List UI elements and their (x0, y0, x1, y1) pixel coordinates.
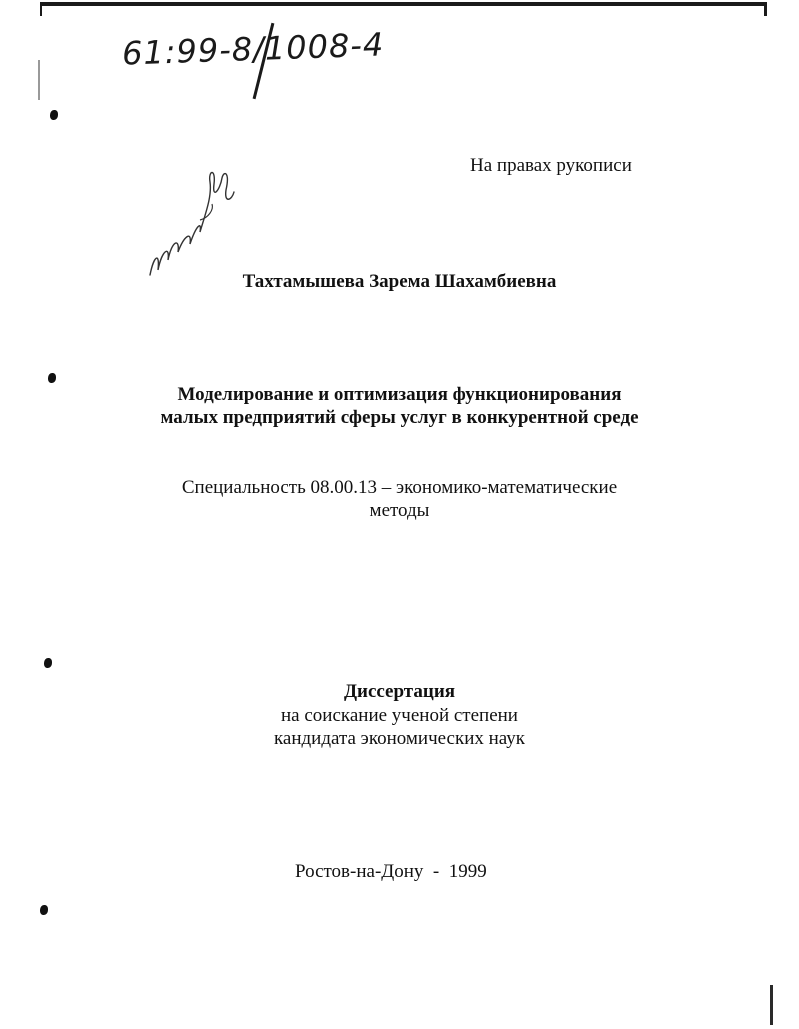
degree-line-2: кандидата экономических наук (273, 728, 526, 749)
scan-border-left (40, 2, 42, 16)
scan-edge-right (770, 985, 773, 1025)
punch-hole-mark-3 (44, 658, 52, 668)
dissertation-heading: Диссертация (343, 681, 456, 702)
scan-border-top (40, 2, 766, 6)
place-and-year: Ростов-на-Дону - 1999 (295, 861, 487, 882)
punch-hole-mark-1 (50, 110, 58, 120)
thesis-title-line-2: малых предприятий сферы услуг в конкурентной среде (160, 407, 639, 428)
thesis-title-line-1: Моделирование и оптимизация функционирования (177, 384, 622, 405)
punch-hole-mark-4 (40, 905, 48, 915)
punch-hole-mark-2 (48, 373, 56, 383)
degree-line-1: на соискание ученой степени (281, 705, 518, 726)
scan-border-right (764, 2, 767, 16)
scan-edge-left (38, 60, 40, 100)
specialty-line-1: Специальность 08.00.13 – экономико-математические (181, 477, 618, 498)
handwritten-signature (140, 160, 240, 285)
handwritten-archive-code: 61:99-8/1008-4 (121, 25, 385, 73)
rights-notice: На правах рукописи (470, 155, 632, 176)
specialty-line-2: методы (369, 500, 430, 521)
author-name: Тахтамышева Зарема Шахамбиевна (242, 271, 557, 292)
